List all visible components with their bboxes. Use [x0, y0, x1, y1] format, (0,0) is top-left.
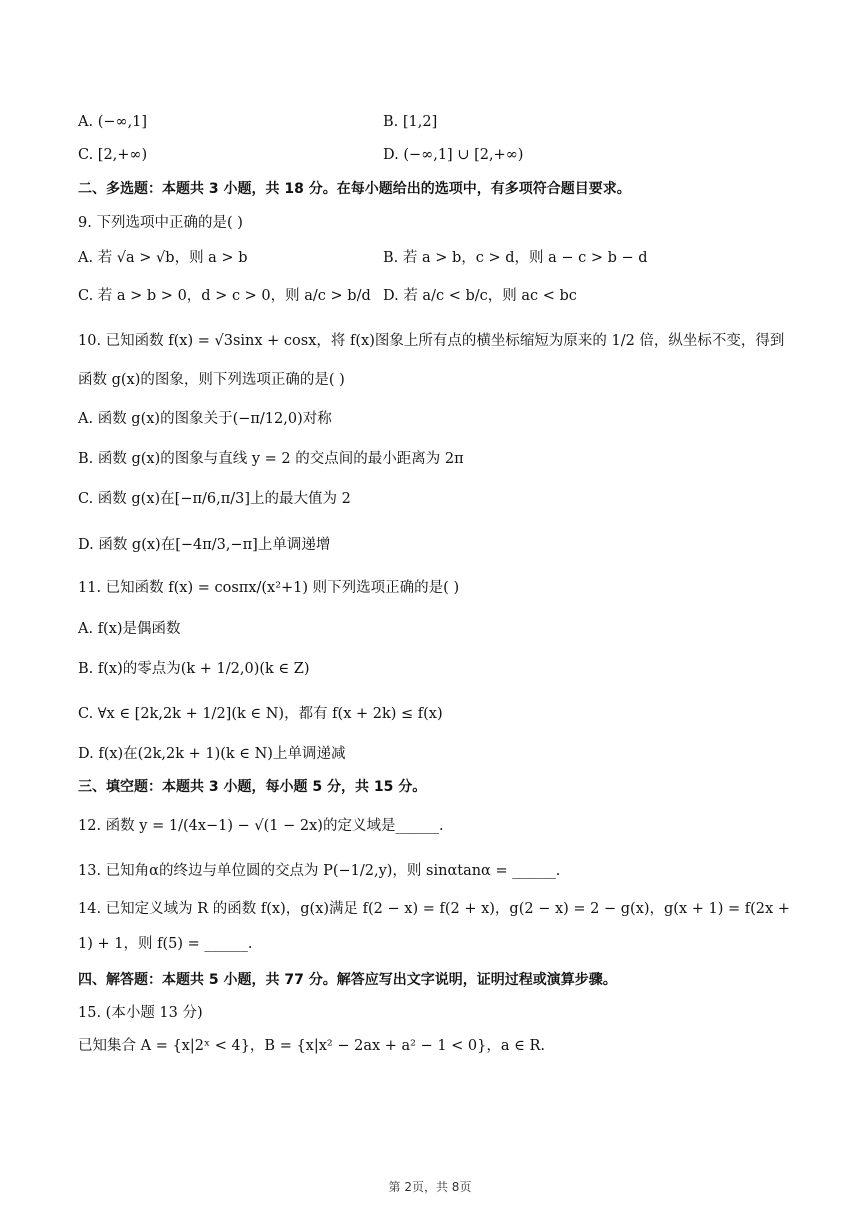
q14-line2: 1) + 1，则 f(5) = ______. — [78, 936, 253, 952]
q9-stem: 9. 下列选项中正确的是( ) — [78, 215, 243, 231]
q9-option-b: B. 若 a > b，c > d，则 a − c > b − d — [383, 250, 648, 266]
q10-option-b: B. 函数 g(x)的图象与直线 y = 2 的交点间的最小距离为 2π — [78, 451, 464, 467]
q14-line1: 14. 已知定义域为 R 的函数 f(x)，g(x)满足 f(2 − x) = f(2 + x)，g(2 − x) = 2 − g(x)，g(x + 1) = f(2x + — [78, 901, 790, 917]
q15-stem: 已知集合 A = {x|2ˣ < 4}，B = {x|x² − 2ax + a² − 1 < 0}，a ∈ R. — [78, 1038, 546, 1054]
q9-option-c: C. 若 a > b > 0，d > c > 0，则 a/c > b/d — [78, 288, 371, 304]
q12-text: 12. 函数 y = 1/(4x−1) − √(1 − 2x)的定义域是______. — [78, 818, 444, 834]
q8-option-d: D. (−∞,1] ∪ [2,+∞) — [383, 147, 524, 163]
q10-option-d: D. 函数 g(x)在[−4π/3,−π]上单调递增 — [78, 537, 331, 553]
q9-option-a: A. 若 √a > √b，则 a > b — [78, 250, 248, 266]
q10-stem-line2: 函数 g(x)的图象，则下列选项正确的是( ) — [78, 372, 345, 388]
section-4-heading: 四、解答题：本题共 5 小题，共 77 分。解答应写出文字说明，证明过程或演算步骤。 — [78, 972, 617, 988]
q10-option-c: C. 函数 g(x)在[−π/6,π/3]上的最大值为 2 — [78, 491, 351, 507]
q9-option-d: D. 若 a/c < b/c，则 ac < bc — [383, 288, 577, 304]
section-3-heading: 三、填空题：本题共 3 小题，每小题 5 分，共 15 分。 — [78, 779, 427, 795]
q11-stem: 11. 已知函数 f(x) = cosπx/(x²+1) 则下列选项正确的是( ) — [78, 580, 460, 596]
q11-option-c: C. ∀x ∈ [2k,2k + 1/2](k ∈ N)，都有 f(x + 2k) ≤ f(x) — [78, 706, 443, 722]
section-2-heading: 二、多选题：本题共 3 小题，共 18 分。在每小题给出的选项中，有多项符合题目要求。 — [78, 181, 631, 197]
q8-option-b: B. [1,2] — [383, 114, 438, 130]
q10-stem-line1: 10. 已知函数 f(x) = √3sinx + cosx，将 f(x)图象上所有点的横坐标缩短为原来的 1/2 倍，纵坐标不变，得到 — [78, 333, 785, 349]
q8-option-c: C. [2,+∞) — [78, 147, 148, 163]
q10-option-a: A. 函数 g(x)的图象关于(−π/12,0)对称 — [78, 411, 332, 427]
q11-option-b: B. f(x)的零点为(k + 1/2,0)(k ∈ Z) — [78, 661, 310, 677]
q13-text: 13. 已知角α的终边与单位圆的交点为 P(−1/2,y)，则 sinαtanα = ______. — [78, 863, 561, 879]
q11-option-a: A. f(x)是偶函数 — [78, 621, 181, 637]
q11-option-d: D. f(x)在(2k,2k + 1)(k ∈ N)上单调递减 — [78, 746, 346, 762]
q8-option-a: A. (−∞,1] — [78, 114, 148, 130]
page-footer: 第 2页，共 8页 — [388, 1180, 472, 1194]
q15-title: 15. (本小题 13 分) — [78, 1005, 203, 1021]
